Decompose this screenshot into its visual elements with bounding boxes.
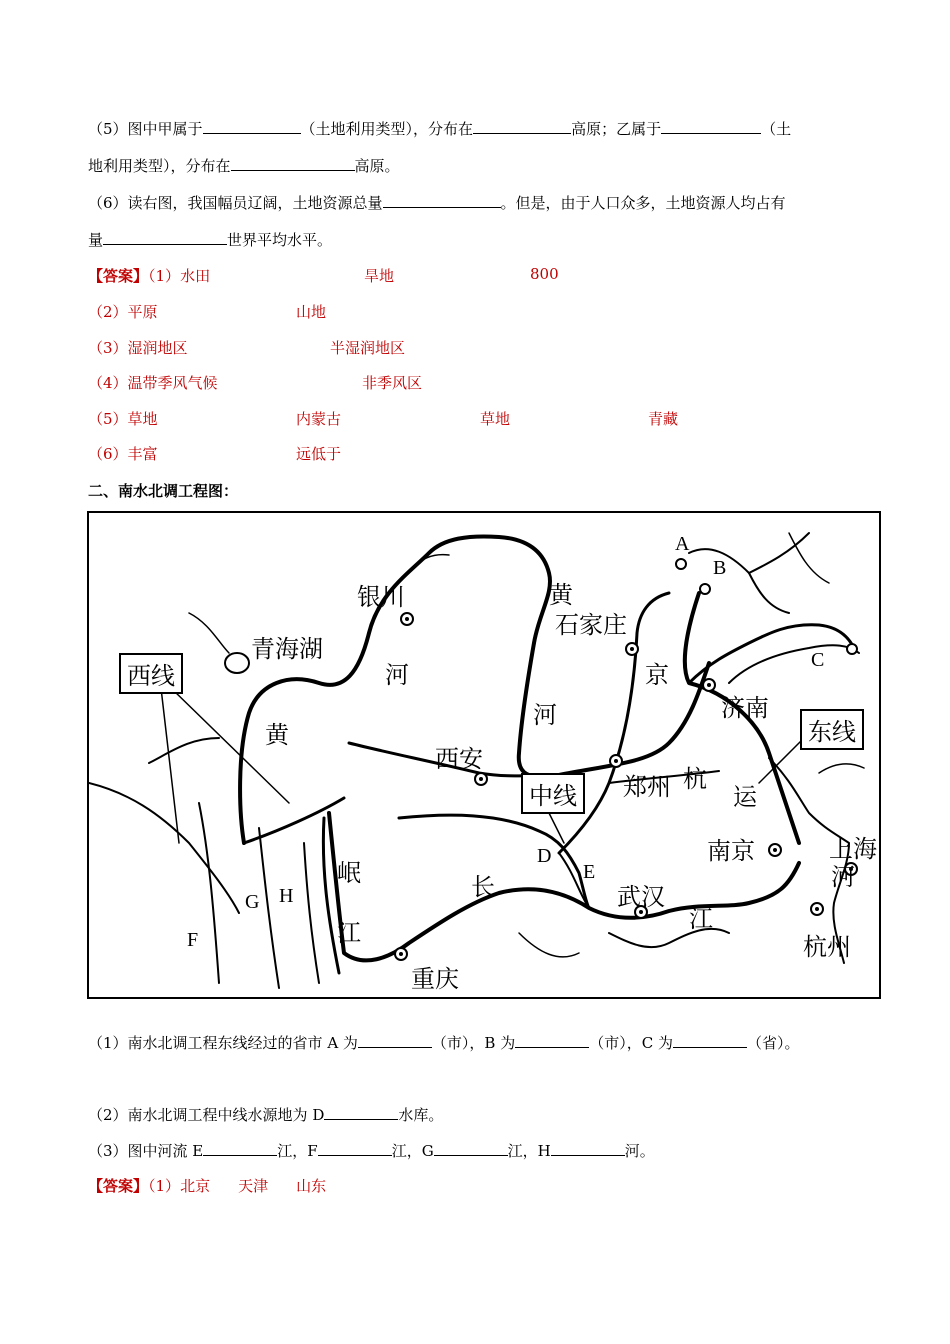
- answer-item: 水田: [180, 267, 211, 285]
- mq3-text-3: 江，G: [391, 1142, 434, 1160]
- yangtze-label-1: 长: [471, 873, 495, 901]
- answer-row-3: [88, 337, 188, 358]
- q5-text-4: （土: [761, 120, 792, 138]
- answer-item: 青藏: [648, 410, 679, 428]
- min-river-label-1: 岷: [337, 859, 361, 887]
- q6-text-4: 世界平均水平。: [227, 231, 333, 249]
- label-h: H: [279, 885, 294, 907]
- question-5-line-2: [88, 155, 400, 176]
- answer-item: 北京: [180, 1177, 211, 1195]
- question-6-line-1: [88, 192, 786, 213]
- qinghai-lake-label: 青海湖: [251, 635, 323, 663]
- label-b: B: [713, 557, 727, 579]
- answer-item: 远低于: [296, 445, 342, 463]
- answer-blank[interactable]: [358, 1032, 432, 1048]
- answer-number: （4）: [88, 374, 128, 392]
- answer-item: 内蒙古: [296, 410, 342, 428]
- answer-blank[interactable]: [231, 155, 355, 171]
- mq2-text-2: 水库。: [398, 1106, 444, 1124]
- answer-block-2: [88, 1176, 326, 1196]
- city-label-hangzhou: 杭州: [803, 933, 851, 961]
- answer-blank[interactable]: [515, 1032, 589, 1048]
- west-route-label: 西线: [119, 653, 183, 694]
- answer-number: （3）: [88, 339, 128, 357]
- answer-item: 非季风区: [362, 374, 423, 392]
- answer-blank[interactable]: [551, 1140, 625, 1156]
- city-marker-a: [676, 559, 686, 569]
- map-question-2: [88, 1104, 443, 1125]
- answer-number: （1）: [148, 267, 181, 285]
- city-label-jinan: 济南: [721, 694, 769, 722]
- yellow-river-label-4: 河: [533, 701, 557, 729]
- grand-canal-label-he: 河: [831, 863, 855, 891]
- city-label-shanghai: 上海: [829, 835, 877, 863]
- answer-number: （5）: [88, 410, 128, 428]
- grand-canal-label-jing: 京: [645, 661, 669, 689]
- city-marker-b: [700, 584, 710, 594]
- answer-row-2: [88, 301, 158, 322]
- map-question-3: [88, 1140, 655, 1161]
- mq1-text-2: （市），B 为: [431, 1034, 516, 1052]
- map-lines: [89, 513, 879, 997]
- q5-text-5: 地利用类型），分布在: [88, 157, 231, 175]
- answer-item: 天津: [238, 1177, 269, 1195]
- east-route-label: 东线: [800, 709, 864, 750]
- city-label-shijiazhuang: 石家庄: [555, 611, 627, 639]
- label-d: D: [537, 845, 552, 867]
- mq1-text-4: （省）。: [746, 1034, 800, 1052]
- q6-text-1: （6）读右图，我国幅员辽阔，土地资源总量: [88, 194, 383, 212]
- answer-item: 平原: [127, 303, 158, 321]
- city-label-xian: 西安: [435, 745, 483, 773]
- section-title: 二、南水北调工程图：: [88, 482, 239, 500]
- question-5-line-1: [88, 118, 791, 139]
- mq3-text-4: 江，H: [507, 1142, 551, 1160]
- answer-blank[interactable]: [434, 1140, 508, 1156]
- answer-tag: 【答案】: [88, 267, 149, 285]
- label-g: G: [245, 891, 260, 913]
- middle-route-label: 中线: [521, 773, 585, 814]
- answer-number: （2）: [88, 303, 128, 321]
- yellow-river-label-3: 黄: [549, 581, 573, 609]
- label-a: A: [675, 533, 690, 555]
- mq1-text-3: （市），C 为: [589, 1034, 673, 1052]
- answer-item: 丰富: [127, 445, 158, 463]
- min-river-label-2: 江: [337, 919, 361, 947]
- answer-row-6: [88, 443, 158, 464]
- answer-blank[interactable]: [383, 192, 501, 208]
- city-label-wuhan: 武汉: [617, 883, 665, 911]
- answer-item: 草地: [127, 410, 158, 428]
- answer-blank[interactable]: [203, 1140, 277, 1156]
- q5-text-6: 高原。: [354, 157, 400, 175]
- south-north-water-diversion-map: [87, 511, 881, 999]
- city-marker-c: [847, 644, 857, 654]
- answer-item: 山东: [296, 1177, 327, 1195]
- yangtze-label-2: 江: [689, 905, 713, 933]
- answer-blank[interactable]: [661, 118, 761, 134]
- city-label-zhengzhou: 郑州: [623, 773, 671, 801]
- answer-blank[interactable]: [103, 229, 227, 245]
- map-question-1: [88, 1032, 799, 1053]
- answer-number: （6）: [88, 445, 128, 463]
- label-f: F: [187, 929, 199, 951]
- q5-text-2: （土地利用类型），分布在: [300, 120, 474, 138]
- q6-text-2: 。但是，由于人口众多，土地资源人均占有: [500, 194, 786, 212]
- answer-blank[interactable]: [473, 118, 571, 134]
- answer-row-1: [88, 265, 210, 286]
- grand-canal-label-hang: 杭: [683, 765, 707, 793]
- answer-row-5: [88, 408, 158, 429]
- answer-item: 草地: [480, 410, 511, 428]
- answer-blank[interactable]: [318, 1140, 392, 1156]
- answer-item: 温带季风气候: [127, 374, 218, 392]
- answer-tag: 【答案】: [88, 1177, 149, 1195]
- answer-blank[interactable]: [324, 1104, 398, 1120]
- grand-canal-label-yun: 运: [733, 783, 757, 811]
- mq1-text-1: （1）南水北调工程东线经过的省市 A 为: [88, 1034, 358, 1052]
- answer-item: 旱地: [364, 267, 395, 285]
- mq3-text-5: 河。: [624, 1142, 655, 1160]
- mq2-text-1: （2）南水北调工程中线水源地为 D: [88, 1106, 325, 1124]
- mq3-text-2: 江，F: [277, 1142, 318, 1160]
- city-label-nanjing: 南京: [707, 837, 755, 865]
- mq3-text-1: （3）图中河流 E: [88, 1142, 204, 1160]
- q6-text-3: 量: [88, 231, 104, 249]
- label-e: E: [583, 861, 596, 883]
- answer-item: 半湿润地区: [330, 339, 406, 357]
- city-label-yinchuan: 银川: [357, 583, 405, 611]
- q5-text-1: （5）图中甲属于: [88, 120, 203, 138]
- city-label-chongqing: 重庆: [411, 965, 459, 993]
- answer-item: 湿润地区: [127, 339, 188, 357]
- yellow-river-label-1: 黄: [265, 721, 289, 749]
- answer-number: （1）: [148, 1177, 181, 1195]
- answer-item: 800: [530, 265, 559, 283]
- label-c: C: [811, 649, 825, 671]
- answer-row-4: [88, 372, 218, 393]
- answer-blank[interactable]: [673, 1032, 747, 1048]
- answer-item: 山地: [296, 303, 327, 321]
- q5-text-3: 高原；乙属于: [571, 120, 662, 138]
- yellow-river-label-2: 河: [385, 661, 409, 689]
- answer-blank[interactable]: [203, 118, 301, 134]
- question-6-line-2: [88, 229, 332, 250]
